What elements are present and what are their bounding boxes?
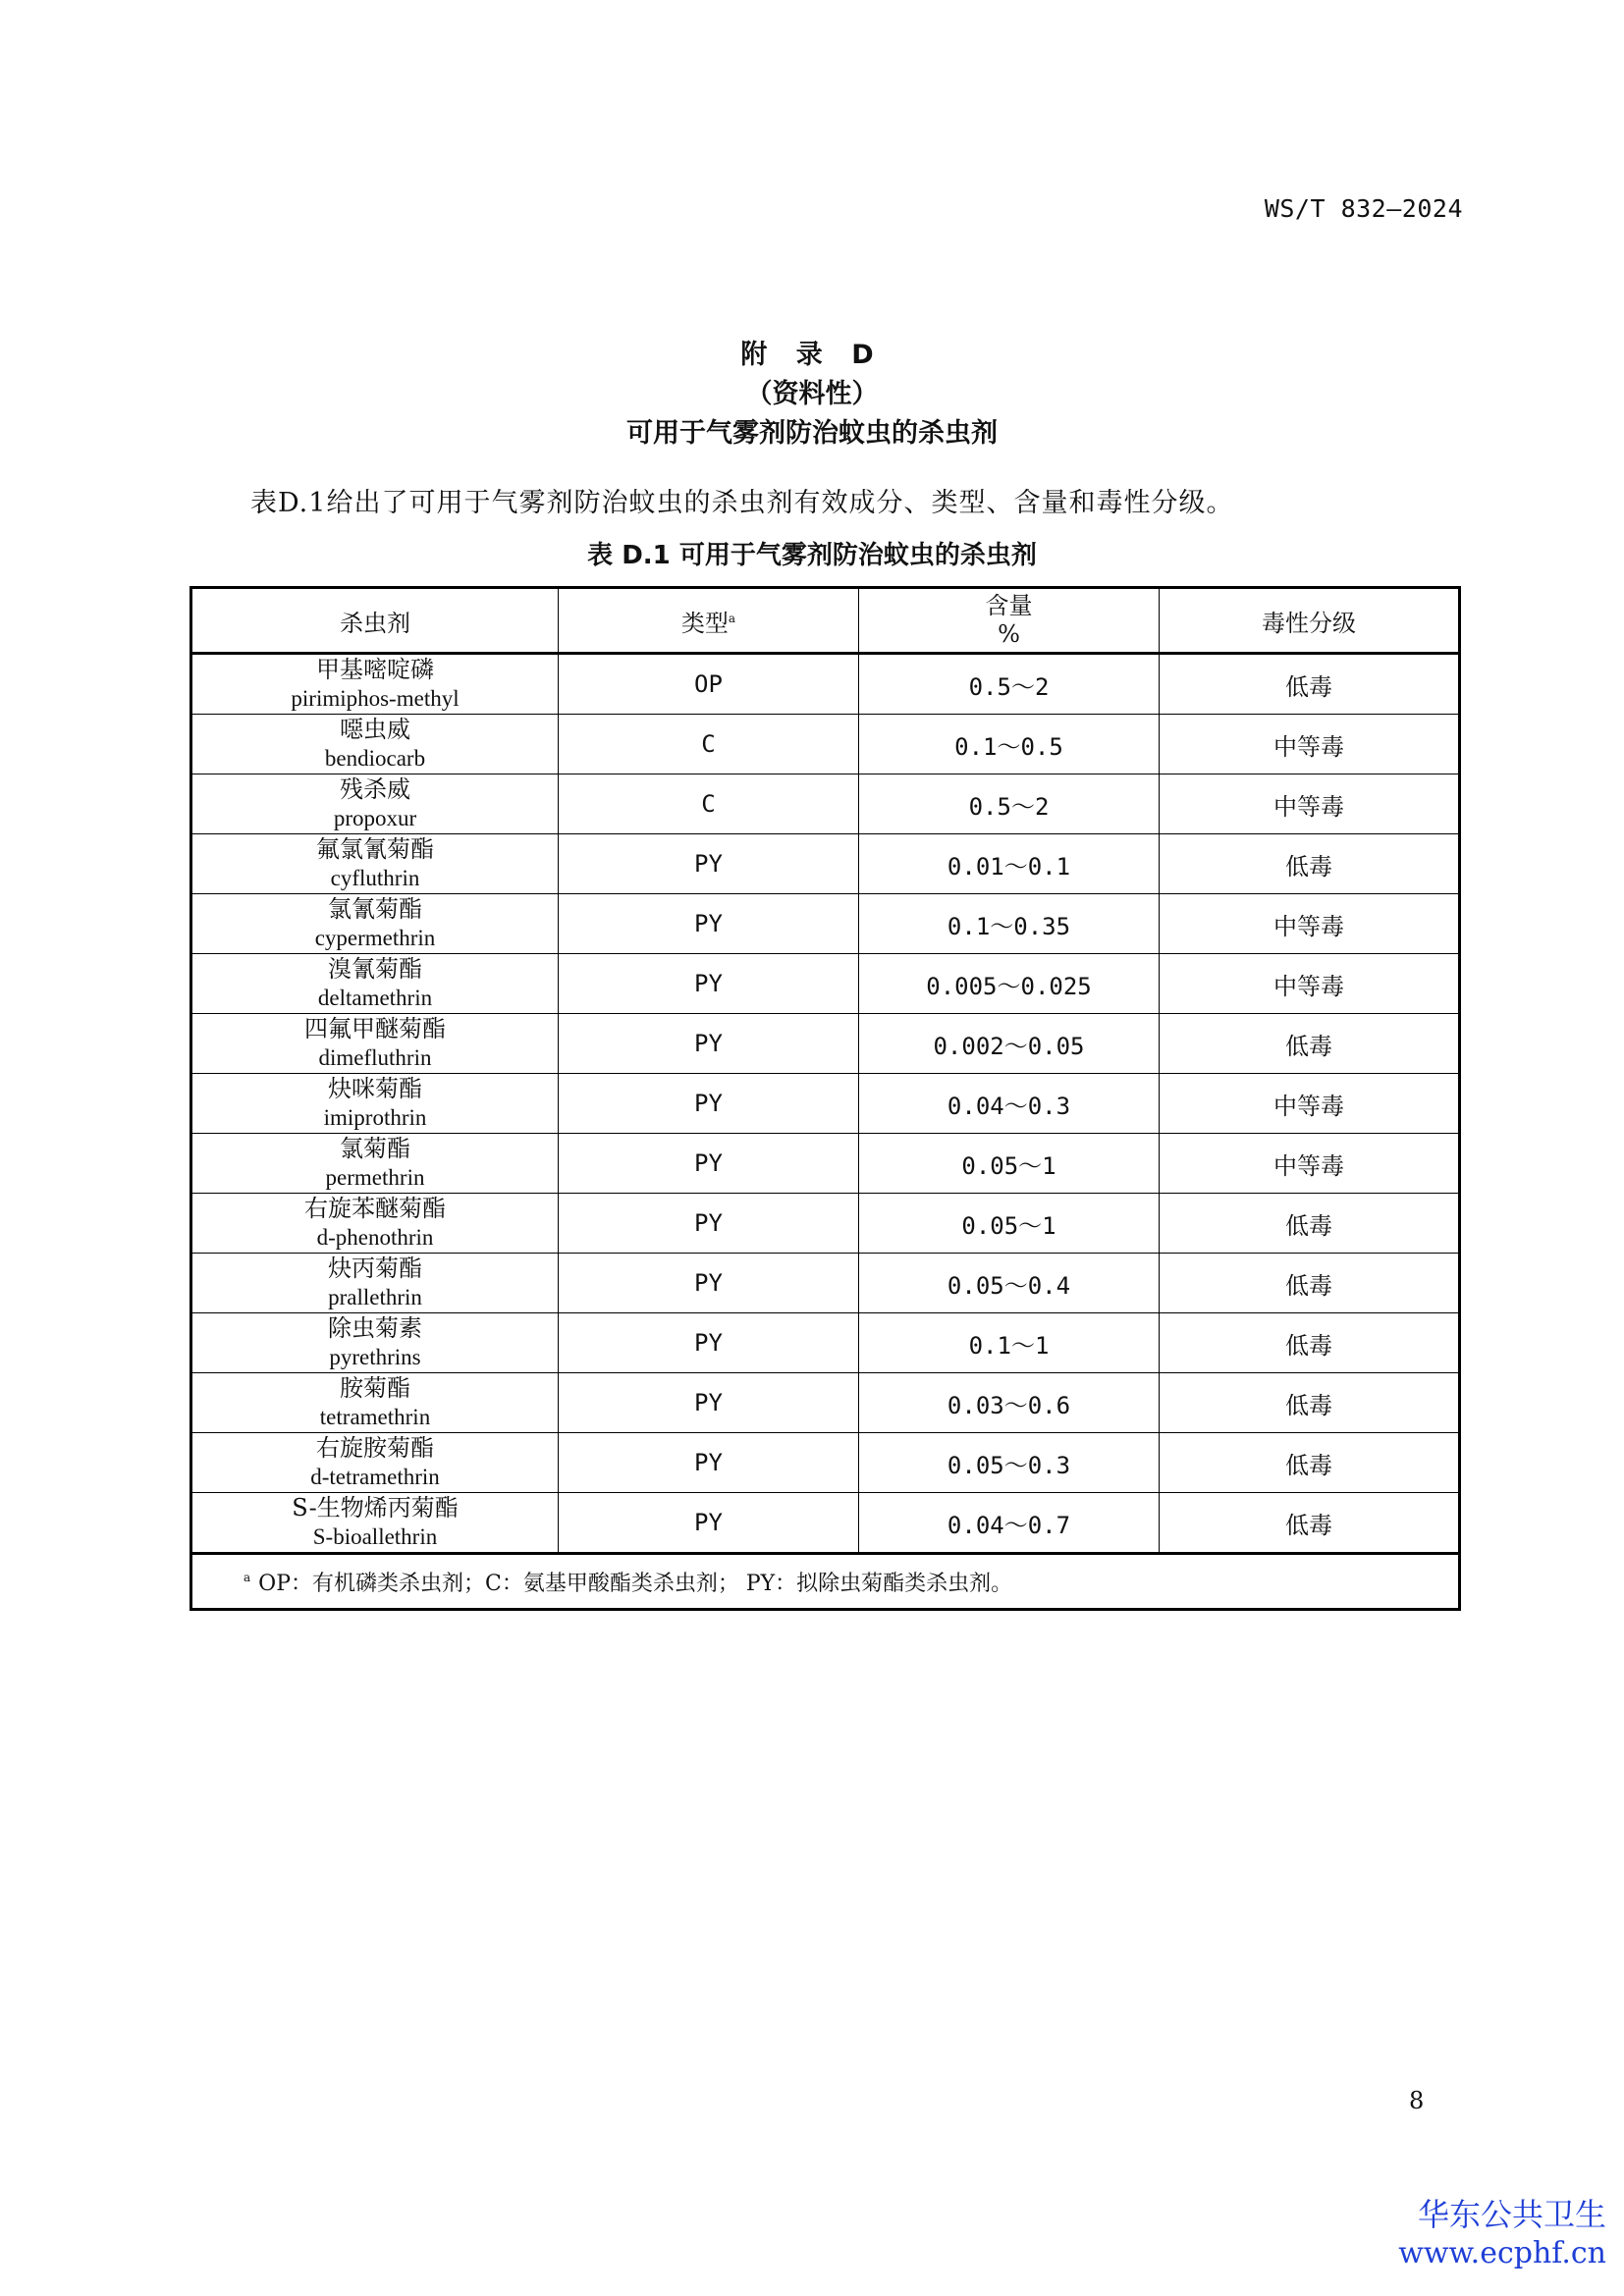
cell-insecticide [191,1313,559,1373]
appendix-heading: 附 录 D [740,340,884,370]
insecticide-en-name: bendiocarb [324,746,426,771]
table-row [191,954,1460,1014]
cell-content: 0.005～0.025 [859,954,1160,1014]
insecticide-en-name: tetramethrin [319,1405,431,1429]
cell-insecticide [191,774,559,834]
insecticide-cn-name: 除虫菊素 [328,1314,422,1342]
header-content-unit: % [998,620,1020,648]
header-insecticide: 杀虫剂 [191,588,559,654]
table-row [191,654,1460,715]
cell-content: 0.5～2 [859,654,1160,715]
cell-content: 0.04～0.3 [859,1074,1160,1134]
cell-content: 0.1～0.5 [859,715,1160,774]
cell-content: 0.04～0.7 [859,1493,1160,1554]
cell-insecticide [191,1373,559,1433]
cell-type: C [559,715,859,774]
cell-type: C [559,774,859,834]
cell-insecticide [191,894,559,954]
insecticide-cn-name: 炔丙菊酯 [328,1255,422,1282]
table-row [191,1313,1460,1373]
insecticide-cn-name: 甲基嘧啶磷 [316,656,434,683]
cell-type: PY [559,1313,859,1373]
watermark-url: www.ecphf.cn [1398,2236,1606,2270]
insecticide-en-name: permethrin [325,1165,425,1190]
insecticide-en-name: pirimiphos-methyl [291,686,460,711]
cell-insecticide [191,834,559,894]
table-row [191,1134,1460,1194]
cell-content: 0.03～0.6 [859,1373,1160,1433]
table-title: 表 D.1 可用于气雾剂防治蚊虫的杀虫剂 [587,541,1037,570]
insecticide-cn-name: S-生物烯丙菊酯 [292,1494,459,1522]
insecticide-cn-name: 胺菊酯 [340,1374,410,1402]
insecticide-cn-name: 溴氰菊酯 [328,955,422,983]
insecticide-cn-name: 右旋胺菊酯 [316,1434,434,1462]
footnote-text: OP：有机磷类杀虫剂；C：氨基甲酸酯类杀虫剂； PY：拟除虫菊酯类杀虫剂。 [258,1571,1013,1596]
insecticide-en-name: S-bioallethrin [312,1524,438,1549]
appendix-nature: （资料性） [745,379,879,409]
cell-toxicity: 低毒 [1160,1254,1460,1313]
header-type [559,588,859,654]
table-header-row [191,588,1460,654]
cell-insecticide [191,1014,559,1074]
insecticide-cn-name: 氟氯氰菊酯 [316,835,434,863]
appendix-heading-block [0,336,1624,454]
table-footnote-row [191,1554,1460,1610]
insecticide-en-name: d-tetramethrin [310,1465,440,1489]
table-row [191,1074,1460,1134]
cell-type: PY [559,1134,859,1194]
table-row [191,834,1460,894]
cell-content: 0.002～0.05 [859,1014,1160,1074]
insecticide-cn-name: 氯氰菊酯 [328,895,422,923]
appendix-title: 可用于气雾剂防治蚊虫的杀虫剂 [626,418,998,449]
cell-content: 0.01～0.1 [859,834,1160,894]
cell-toxicity: 低毒 [1160,1373,1460,1433]
cell-toxicity: 低毒 [1160,1313,1460,1373]
cell-toxicity: 低毒 [1160,1493,1460,1554]
insecticide-en-name: prallethrin [328,1285,422,1309]
cell-content: 0.05～0.3 [859,1433,1160,1493]
insecticide-table [189,586,1461,1611]
cell-type: PY [559,1433,859,1493]
cell-toxicity: 低毒 [1160,1014,1460,1074]
cell-content: 0.5～2 [859,774,1160,834]
intro-paragraph: 表D.1给出了可用于气雾剂防治蚊虫的杀虫剂有效成分、类型、含量和毒性分级。 [250,488,1234,518]
insecticide-cn-name: 噁虫威 [340,716,410,743]
insecticide-en-name: propoxur [333,806,417,830]
cell-type: PY [559,954,859,1014]
cell-toxicity: 低毒 [1160,1194,1460,1254]
cell-content: 0.05～0.4 [859,1254,1160,1313]
cell-toxicity: 低毒 [1160,654,1460,715]
cell-insecticide [191,954,559,1014]
insecticide-cn-name: 四氟甲醚菊酯 [304,1015,446,1042]
cell-toxicity: 中等毒 [1160,894,1460,954]
cell-content: 0.1～1 [859,1313,1160,1373]
insecticide-en-name: d-phenothrin [316,1225,434,1250]
page-number: 8 [1409,2087,1425,2114]
footnote-marker: a [244,1571,251,1585]
table-row [191,715,1460,774]
cell-type: PY [559,1373,859,1433]
header-content-label: 含量 [985,592,1033,619]
cell-insecticide [191,1433,559,1493]
table-row [191,894,1460,954]
standard-number: WS/T 832—2024 [1264,194,1463,223]
insecticide-en-name: imiprothrin [323,1105,427,1130]
insecticide-en-name: cyfluthrin [330,866,420,890]
cell-content: 0.05～1 [859,1194,1160,1254]
cell-toxicity: 中等毒 [1160,1134,1460,1194]
insecticide-cn-name: 右旋苯醚菊酯 [304,1195,446,1222]
cell-type: PY [559,834,859,894]
cell-insecticide [191,654,559,715]
table-row [191,1373,1460,1433]
table-footnote [191,1554,1460,1610]
header-type-footnote-marker: a [728,611,736,625]
insecticide-cn-name: 氯菊酯 [340,1135,410,1162]
header-type-label: 类型 [680,609,729,637]
cell-insecticide [191,1134,559,1194]
cell-insecticide [191,715,559,774]
cell-toxicity: 中等毒 [1160,774,1460,834]
cell-type: OP [559,654,859,715]
cell-type: PY [559,1014,859,1074]
insecticide-en-name: pyrethrins [329,1345,421,1369]
table-row [191,1433,1460,1493]
insecticide-en-name: dimefluthrin [318,1045,432,1070]
table-row [191,1194,1460,1254]
cell-type: PY [559,1194,859,1254]
cell-toxicity: 低毒 [1160,1433,1460,1493]
watermark-name: 华东公共卫生 [1417,2196,1606,2233]
cell-insecticide [191,1493,559,1554]
insecticide-en-name: cypermethrin [314,926,436,950]
cell-toxicity: 中等毒 [1160,715,1460,774]
insecticide-cn-name: 残杀威 [340,775,410,803]
cell-toxicity: 低毒 [1160,834,1460,894]
header-content [859,588,1160,654]
cell-type: PY [559,1074,859,1134]
cell-insecticide [191,1254,559,1313]
table-row [191,1254,1460,1313]
table-row [191,1493,1460,1554]
cell-insecticide [191,1194,559,1254]
cell-type: PY [559,1254,859,1313]
cell-type: PY [559,1493,859,1554]
insecticide-en-name: deltamethrin [317,986,433,1010]
table-row [191,774,1460,834]
cell-insecticide [191,1074,559,1134]
insecticide-cn-name: 炔咪菊酯 [328,1075,422,1102]
cell-type: PY [559,894,859,954]
header-toxicity: 毒性分级 [1160,588,1460,654]
cell-content: 0.05～1 [859,1134,1160,1194]
cell-toxicity: 中等毒 [1160,954,1460,1014]
table-row [191,1014,1460,1074]
watermark [1398,2195,1606,2273]
cell-toxicity: 中等毒 [1160,1074,1460,1134]
cell-content: 0.1～0.35 [859,894,1160,954]
